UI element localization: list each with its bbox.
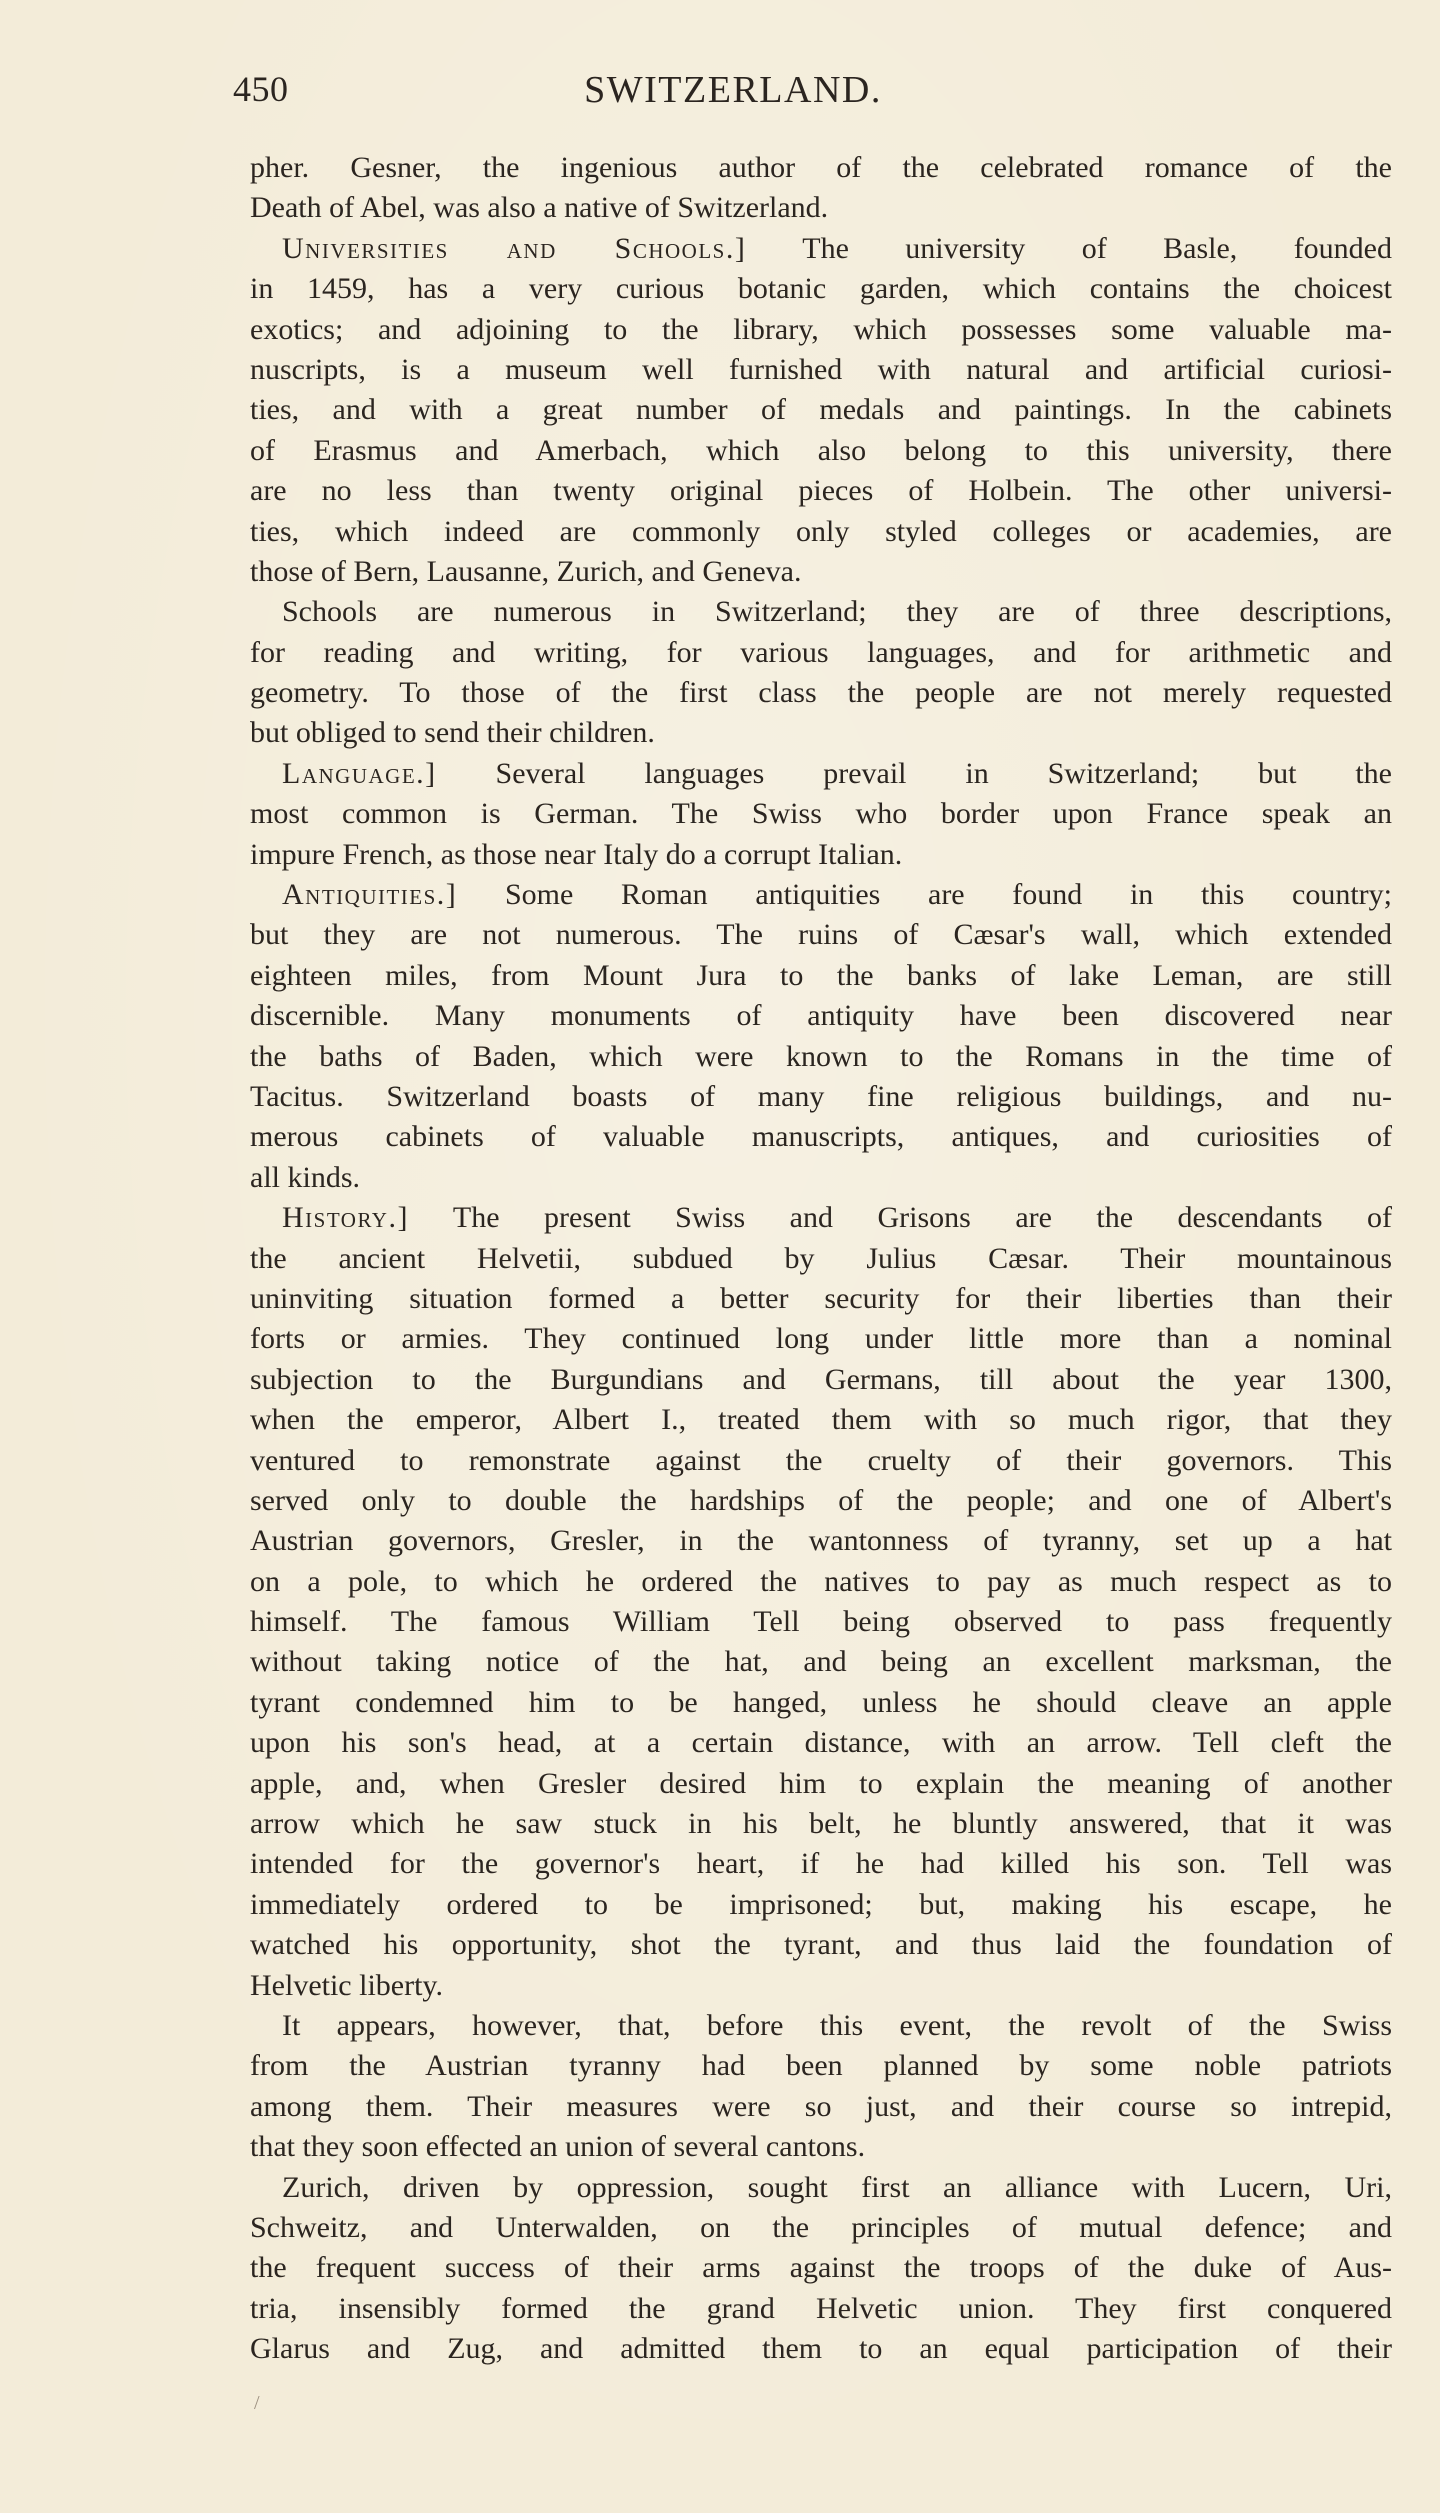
text-line [250, 794, 1392, 834]
section-heading: Universities and Schools.] [282, 231, 747, 265]
text-line [250, 956, 1392, 996]
text-line [250, 1521, 1392, 1561]
line-text: Schweitz, and Unterwalden, on the principles of mutual defence; and [250, 2210, 1392, 2244]
line-text: impure French, as those near Italy do a corrupt Italian. [250, 837, 903, 871]
line-text: the baths of Baden, which were known to the Romans in the time of [250, 1039, 1392, 1073]
line-text: when the emperor, Albert I., treated them with so much rigor, that they [250, 1403, 1392, 1437]
text-line [250, 2329, 1392, 2369]
text-line [250, 673, 1392, 713]
text-line [250, 1885, 1392, 1925]
text-line [250, 471, 1392, 511]
text-line [250, 269, 1392, 309]
body-text [250, 148, 1392, 2369]
line-text: eighteen miles, from Mount Jura to the banks of lake Leman, are still [250, 958, 1392, 992]
line-text: It appears, however, that, before this event, the revolt of the Swiss [282, 2008, 1392, 2042]
text-line [250, 1966, 1392, 2006]
text-line [250, 350, 1392, 390]
text-line [250, 915, 1392, 955]
line-text: on a pole, to which he ordered the natives to pay as much respect as to [250, 1564, 1392, 1598]
line-text: but obliged to send their children. [250, 716, 655, 750]
line-text: tria, insensibly formed the grand Helvetic union. They first conquered [250, 2291, 1392, 2325]
text-line [250, 1481, 1392, 1521]
text-line [250, 1723, 1392, 1763]
text-line [250, 2208, 1392, 2248]
text-line [250, 2087, 1392, 2127]
text-line [250, 1158, 1392, 1198]
line-text: The university of Basle, founded [746, 231, 1392, 265]
text-line [250, 1562, 1392, 1602]
line-text: that they soon effected an union of several cantons. [250, 2130, 866, 2164]
text-line [250, 1844, 1392, 1884]
page-mark: / [254, 2392, 260, 2414]
text-line [250, 996, 1392, 1036]
text-line [250, 754, 1392, 794]
line-text: Glarus and Zug, and admitted them to an equal participation of their [250, 2332, 1392, 2366]
text-line [250, 229, 1392, 269]
text-line [250, 188, 1392, 228]
text-line [250, 2006, 1392, 2046]
line-text: tyrant condemned him to be hanged, unless he should cleave an apple [250, 1685, 1392, 1719]
line-text: from the Austrian tyranny had been planned by some noble patriots [250, 2049, 1392, 2083]
line-text: of Erasmus and Amerbach, which also belong to this university, there [250, 433, 1392, 467]
text-line [250, 2046, 1392, 2086]
line-text: uninviting situation formed a better security for their liberties than their [250, 1281, 1392, 1315]
line-text: for reading and writing, for various languages, and for arithmetic and [250, 635, 1392, 669]
line-text: Death of Abel, was also a native of Switzerland. [250, 191, 829, 225]
text-line [250, 390, 1392, 430]
text-line [250, 1764, 1392, 1804]
line-text: Some Roman antiquities are found in this country; [457, 878, 1392, 912]
line-text: intended for the governor's heart, if he had killed his son. Tell was [250, 1847, 1392, 1881]
text-line [250, 512, 1392, 552]
text-line [250, 1441, 1392, 1481]
text-line [250, 1683, 1392, 1723]
line-text: The present Swiss and Grisons are the descendants of [408, 1201, 1392, 1235]
line-text: Austrian governors, Gresler, in the wantonness of tyranny, set up a hat [250, 1524, 1392, 1558]
line-text: ties, and with a great number of medals and paintings. In the cabinets [250, 393, 1392, 427]
text-line [250, 2248, 1392, 2288]
text-line [250, 2127, 1392, 2167]
text-line [250, 1279, 1392, 1319]
text-line [250, 713, 1392, 753]
line-text: all kinds. [250, 1160, 360, 1194]
text-line [250, 1642, 1392, 1682]
text-line [250, 1077, 1392, 1117]
section-heading: Language.] [282, 756, 437, 790]
text-line [250, 633, 1392, 673]
section-heading: History.] [282, 1201, 409, 1235]
text-line [250, 310, 1392, 350]
text-line [250, 2168, 1392, 2208]
text-line [250, 1804, 1392, 1844]
line-text: immediately ordered to be imprisoned; but, making his escape, he [250, 1887, 1392, 1921]
text-line [250, 2289, 1392, 2329]
line-text: but they are not numerous. The ruins of Cæsar's wall, which extended [250, 918, 1392, 952]
text-line [250, 148, 1392, 188]
text-line [250, 1602, 1392, 1642]
line-text: upon his son's head, at a certain distance, with an arrow. Tell cleft the [250, 1726, 1392, 1760]
line-text: geometry. To those of the first class the people are not merely requested [250, 676, 1392, 710]
text-line [250, 592, 1392, 632]
line-text: exotics; and adjoining to the library, which possesses some valuable ma- [250, 312, 1392, 346]
line-text: without taking notice of the hat, and being an excellent marksman, the [250, 1645, 1392, 1679]
text-line [250, 1400, 1392, 1440]
section-heading: Antiquities.] [282, 878, 458, 912]
line-text: Schools are numerous in Switzerland; they are of three descriptions, [282, 595, 1392, 629]
line-text: watched his opportunity, shot the tyrant, and thus laid the foundation of [250, 1928, 1392, 1962]
line-text: pher. Gesner, the ingenious author of the celebrated romance of the [250, 151, 1392, 184]
line-text: forts or armies. They continued long under little more than a nominal [250, 1322, 1392, 1356]
line-text: ventured to remonstrate against the cruelty of their governors. This [250, 1443, 1392, 1477]
line-text: subjection to the Burgundians and Germans, till about the year 1300, [250, 1362, 1392, 1396]
line-text: Helvetic liberty. [250, 1968, 443, 2002]
text-line [250, 835, 1392, 875]
line-text: in 1459, has a very curious botanic garden, which contains the choicest [250, 272, 1392, 306]
line-text: Zurich, driven by oppression, sought first an alliance with Lucern, Uri, [282, 2170, 1392, 2204]
line-text: Several languages prevail in Switzerland; but the [436, 756, 1392, 790]
line-text: arrow which he saw stuck in his belt, he bluntly answered, that it was [250, 1807, 1392, 1841]
line-text: those of Bern, Lausanne, Zurich, and Geneva. [250, 554, 802, 588]
text-line [250, 1925, 1392, 1965]
text-line [250, 431, 1392, 471]
text-line [250, 552, 1392, 592]
line-text: ties, which indeed are commonly only styled colleges or academies, are [250, 514, 1392, 548]
line-text: nuscripts, is a museum well furnished with natural and artificial curiosi- [250, 352, 1392, 386]
line-text: Tacitus. Switzerland boasts of many fine religious buildings, and nu- [250, 1079, 1392, 1113]
page-header [233, 68, 1233, 128]
text-line [250, 1198, 1392, 1238]
text-line [250, 1319, 1392, 1359]
line-text: discernible. Many monuments of antiquity have been discovered near [250, 999, 1392, 1033]
text-line [250, 875, 1392, 915]
text-line [250, 1117, 1392, 1157]
line-text: himself. The famous William Tell being observed to pass frequently [250, 1605, 1392, 1639]
text-line [250, 1037, 1392, 1077]
line-text: served only to double the hardships of the people; and one of Albert's [250, 1483, 1392, 1517]
text-line [250, 1239, 1392, 1279]
line-text: the frequent success of their arms against the troops of the duke of Aus- [250, 2251, 1392, 2285]
line-text: apple, and, when Gresler desired him to explain the meaning of another [250, 1766, 1392, 1800]
text-line [250, 1360, 1392, 1400]
line-text: merous cabinets of valuable manuscripts, antiques, and curiosities of [250, 1120, 1392, 1154]
page-number: 450 [233, 69, 289, 109]
line-text: most common is German. The Swiss who border upon France speak an [250, 797, 1392, 831]
line-text: are no less than twenty original pieces of Holbein. The other universi- [250, 474, 1392, 508]
line-text: the ancient Helvetii, subdued by Julius Cæsar. Their mountainous [250, 1241, 1392, 1275]
running-title: SWITZERLAND. [584, 69, 882, 111]
line-text: among them. Their measures were so just, and their course so intrepid, [250, 2089, 1392, 2123]
